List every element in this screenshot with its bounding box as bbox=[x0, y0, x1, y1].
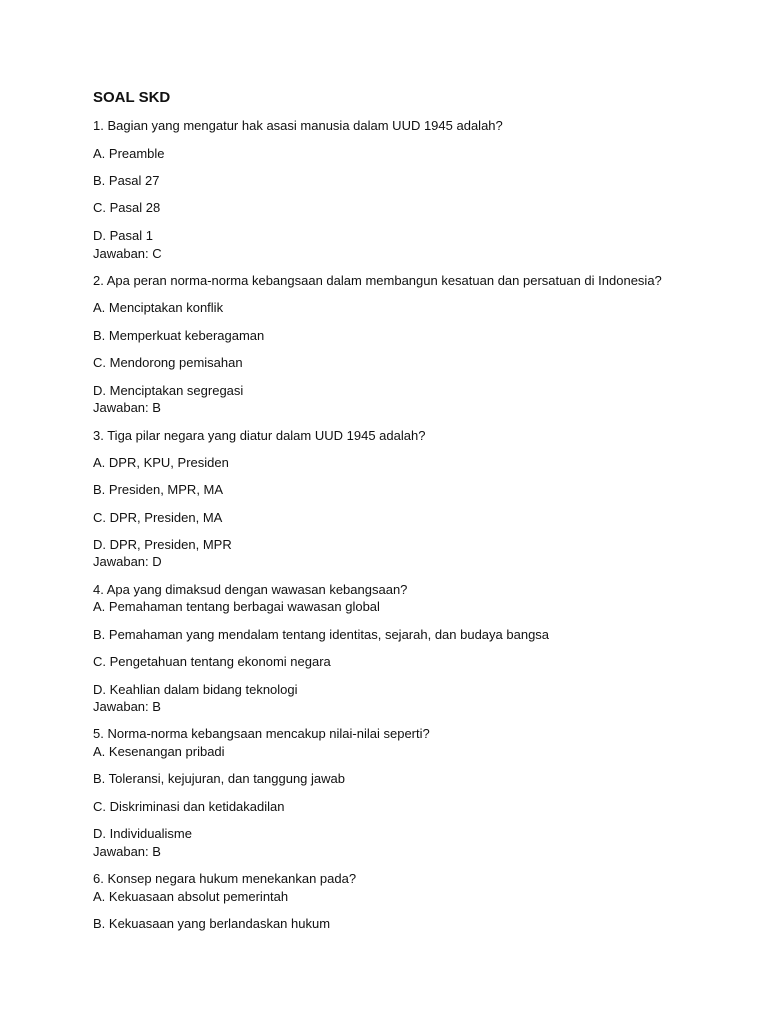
answer-5: Jawaban: B bbox=[93, 844, 161, 859]
option-2c: C. Mendorong pemisahan bbox=[93, 355, 243, 370]
option-3a: A. DPR, KPU, Presiden bbox=[93, 455, 229, 470]
option-4d: D. Keahlian dalam bidang teknologi bbox=[93, 682, 298, 697]
option-5d: D. Individualisme bbox=[93, 826, 192, 841]
answer-4: Jawaban: B bbox=[93, 699, 161, 714]
option-2b: B. Memperkuat keberagaman bbox=[93, 328, 265, 343]
option-3c: C. DPR, Presiden, MA bbox=[93, 510, 223, 525]
option-6b: B. Kekuasaan yang berlandaskan hukum bbox=[93, 916, 331, 931]
option-2d: D. Menciptakan segregasi bbox=[93, 383, 244, 398]
question-2: 2. Apa peran norma-norma kebangsaan dalam membangun kesatuan dan persatuan di Indonesia? bbox=[93, 273, 662, 288]
answer-2: Jawaban: B bbox=[93, 400, 161, 415]
answer-1: Jawaban: C bbox=[93, 246, 162, 261]
option-2a: A. Menciptakan konflik bbox=[93, 300, 224, 315]
option-1d: D. Pasal 1 bbox=[93, 228, 153, 243]
option-4b: B. Pemahaman yang mendalam tentang identitas, sejarah, dan budaya bangsa bbox=[93, 627, 550, 642]
question-4: 4. Apa yang dimaksud dengan wawasan kebangsaan? bbox=[93, 582, 408, 597]
option-1b: B. Pasal 27 bbox=[93, 173, 160, 188]
option-5b: B. Toleransi, kejujuran, dan tanggung jawab bbox=[93, 771, 345, 786]
question-6: 6. Konsep negara hukum menekankan pada? bbox=[93, 871, 357, 886]
option-5a: A. Kesenangan pribadi bbox=[93, 744, 225, 759]
option-3b: B. Presiden, MPR, MA bbox=[93, 482, 224, 497]
option-4a: A. Pemahaman tentang berbagai wawasan global bbox=[93, 599, 380, 614]
answer-3: Jawaban: D bbox=[93, 554, 162, 569]
option-1a: A. Preamble bbox=[93, 146, 165, 161]
option-1c: C. Pasal 28 bbox=[93, 200, 161, 215]
question-3: 3. Tiga pilar negara yang diatur dalam UUD 1945 adalah? bbox=[93, 428, 426, 443]
question-1: 1. Bagian yang mengatur hak asasi manusia dalam UUD 1945 adalah? bbox=[93, 118, 503, 133]
option-4c: C. Pengetahuan tentang ekonomi negara bbox=[93, 654, 331, 669]
option-6a: A. Kekuasaan absolut pemerintah bbox=[93, 889, 289, 904]
page-title: SOAL SKD bbox=[93, 89, 171, 106]
option-5c: C. Diskriminasi dan ketidakadilan bbox=[93, 799, 285, 814]
option-3d: D. DPR, Presiden, MPR bbox=[93, 537, 232, 552]
question-5: 5. Norma-norma kebangsaan mencakup nilai-nilai seperti? bbox=[93, 726, 430, 741]
